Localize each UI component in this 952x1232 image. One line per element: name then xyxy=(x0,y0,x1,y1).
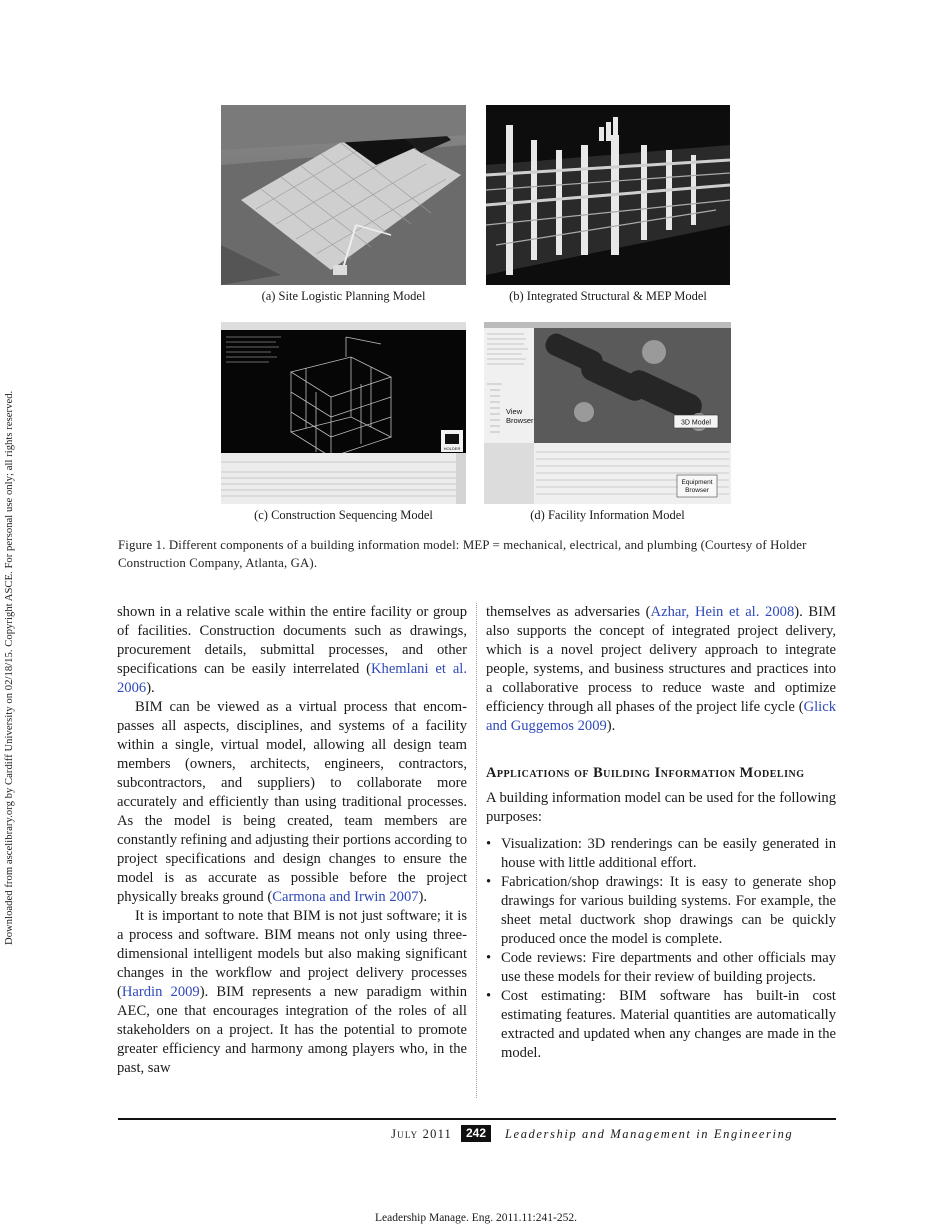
paragraph: A building information model can be used for the following purposes: xyxy=(486,790,836,825)
citation-link[interactable]: Azhar, Hein et al. 2008 xyxy=(650,604,795,620)
list-item-text: Cost estimating: BIM software has built-in cost estimating features. Material quantities are automatically extracted and updated when any changes are made in the model. xyxy=(501,988,836,1061)
list-item-text: Visualization: 3D renderings can be easily generated in house with little additional effort. xyxy=(501,836,836,871)
journal-title: Leadership and Management in Engineering xyxy=(505,1127,794,1141)
text-run: themselves as adversaries ( xyxy=(486,604,651,620)
figure-caption: Figure 1. Different components of a building information model: MEP = mechanical, electrical, and plumbing (Courtesy of Holder Construction Company, Atlanta, GA). xyxy=(118,538,807,570)
citation-link[interactable]: Carmona and Irwin 2007 xyxy=(272,889,419,905)
callout-3d-model: 3D Model xyxy=(681,419,711,427)
figure-panel-c-caption: (c) Construction Sequencing Model xyxy=(254,508,433,522)
page-footer xyxy=(0,1125,952,1145)
text-run: ). BIM also supports the concept of integrated project delivery, which is a novel project delivery approach to integrate people, systems, and business structures and practices into a collaborative process to reduce waste and optimize efficiency through all phases of the project life cycle ( xyxy=(486,604,837,715)
paragraph xyxy=(117,907,467,1078)
text-run: It is important to note that BIM is not just software; it is a process and software. BIM means not only using three-dimensional intelligent models but also making significant changes in the workflow and project delivery processes ( xyxy=(117,908,467,1000)
footer-rule xyxy=(118,1118,836,1120)
list-item xyxy=(486,873,836,949)
column-divider xyxy=(476,603,477,1098)
page-number: 242 xyxy=(461,1125,491,1142)
figure-panel-b-image xyxy=(486,105,730,285)
text-run: ). BIM represents a new paradigm within AEC, one that encourages integration of the roles of all stakeholders on a project. It has the potential to promote greater efficiency and harmony among players who, in the past, saw xyxy=(117,984,467,1076)
figure-panel-a-image xyxy=(221,105,466,285)
bullet-icon: • xyxy=(486,950,492,966)
text-run: ). xyxy=(146,680,155,696)
left-column xyxy=(117,603,467,1078)
text-run: BIM can be viewed as a virtual process that encompasses all aspects, disciplines, and systems of a facility within a single, virtual model, allowing all design team members (owners, architects, engineers, contractors, subcontractors, and suppliers) to collaborate more accurately and efficiently than using traditional processes. As the model is being created, team members are constantly refining and adjusting their portions according to project specifications and design changes to ensure the model is as accurate as possible before the project physically breaks ground ( xyxy=(117,699,467,905)
list-item xyxy=(486,987,836,1063)
figure-panel-c-image xyxy=(221,322,466,504)
purpose-list xyxy=(486,835,836,1063)
figure-panel-b-caption: (b) Integrated Structural & MEP Model xyxy=(509,289,707,303)
paragraph xyxy=(117,603,467,698)
citation-link[interactable]: Khemlani et al. 2006 xyxy=(117,661,467,696)
bullet-icon: • xyxy=(486,988,492,1004)
text-run: ). xyxy=(606,718,616,734)
text-run: ). xyxy=(418,889,428,905)
bullet-icon: • xyxy=(486,836,492,852)
download-notice-text: Downloaded from ascelibrary.org by Cardiff University on 02/18/15. Copyright ASCE. For personal use only; all rights reserved. xyxy=(4,390,15,945)
list-item xyxy=(486,835,836,873)
download-notice xyxy=(2,295,16,945)
right-column xyxy=(486,603,836,1063)
citation-link[interactable]: Hardin 2009 xyxy=(121,984,200,1000)
section-heading: Applications of Building Information Modeling xyxy=(486,765,805,781)
issue-date: July 2011 xyxy=(391,1127,452,1141)
callout-view-browser: View Browser xyxy=(506,407,534,425)
figure-panel-d-image xyxy=(484,322,731,504)
figure-panel-a-caption: (a) Site Logistic Planning Model xyxy=(261,289,426,303)
holder-logo-text: HOLDER xyxy=(443,446,461,451)
text-run: shown in a relative scale within the entire facility or group of facilities. Construction documents such as drawings, procurement details, submittal processes, and other specifications can be easily interrelated ( xyxy=(117,604,467,677)
citation-link[interactable]: Glick and Guggemos 2009 xyxy=(486,699,836,734)
bullet-icon: • xyxy=(486,874,492,890)
list-item xyxy=(486,949,836,987)
paragraph xyxy=(117,698,467,907)
figure-panel-d-caption: (d) Facility Information Model xyxy=(530,508,685,522)
list-item-text: Code reviews: Fire departments and other officials may use these models for their review of building projects. xyxy=(501,950,836,985)
paragraph xyxy=(486,603,836,736)
callout-equipment-browser: Equipment Browser xyxy=(681,479,713,494)
list-item-text: Fabrication/shop drawings: It is easy to generate shop drawings for various building systems. For example, the sheet metal ductwork shop drawings can be quickly produced once the model is complete. xyxy=(501,874,836,947)
article-citation: Leadership Manage. Eng. 2011.11:241-252. xyxy=(375,1212,577,1224)
